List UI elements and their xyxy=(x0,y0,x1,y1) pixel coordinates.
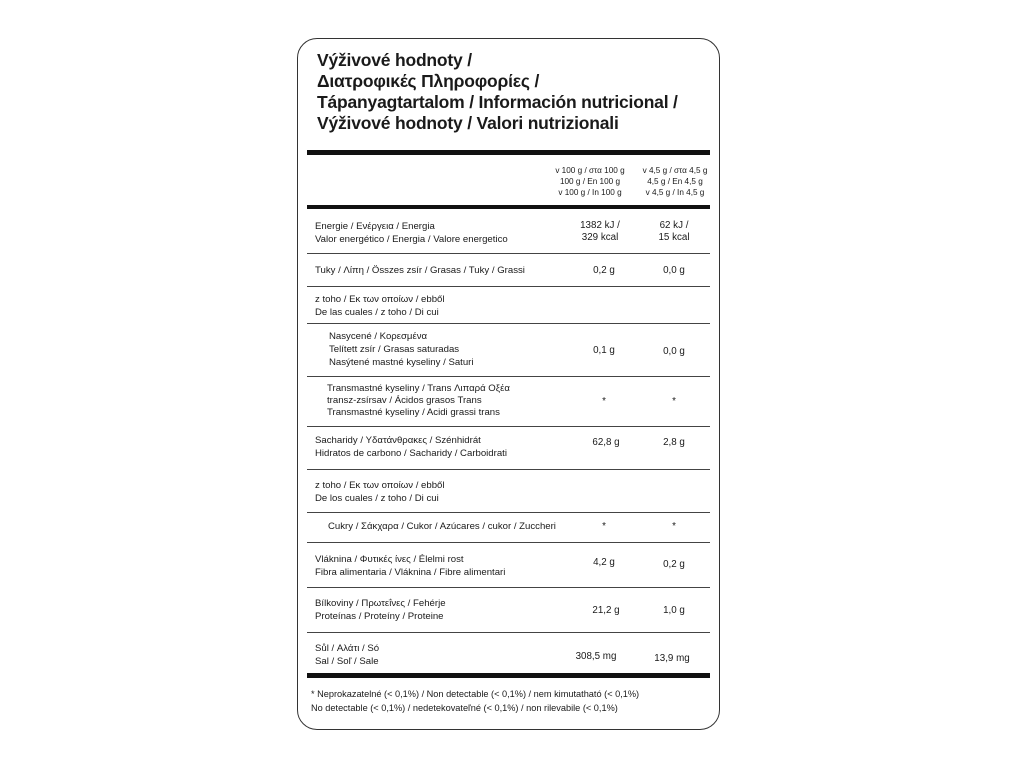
row-fat-per-4-5g: 0,0 g xyxy=(663,265,685,276)
value-line: 62 kJ / xyxy=(659,220,689,231)
row-label-line: Sal / Soľ / Sale xyxy=(315,656,379,667)
row-label-line: Proteínas / Proteíny / Proteine xyxy=(315,611,444,622)
header-line: v 4,5 g / In 4,5 g xyxy=(645,188,705,197)
row-label-line: Telített zsír / Grasas saturadas xyxy=(329,344,460,355)
row-energy-per-100g xyxy=(560,220,640,244)
row-divider xyxy=(307,512,710,513)
row-salt-label xyxy=(315,642,379,668)
row-salt-per-100g: 308,5 mg xyxy=(575,651,617,662)
row-label-line: z toho / Εκ των οποίων / ebből xyxy=(315,480,445,491)
row-carbs-per-4-5g: 2,8 g xyxy=(663,437,685,448)
header-line: 100 g / En 100 g xyxy=(559,177,621,186)
row-divider xyxy=(307,587,710,588)
row-saturates-label xyxy=(329,330,474,369)
row-of-which-label xyxy=(315,479,445,505)
row-label-line: Fibra alimentaria / Vláknina / Fibre alimentari xyxy=(315,567,506,578)
row-label-line: Cukry / Σάκχαρα / Cukor / Azúcares / cukor / Zuccheri xyxy=(328,521,556,532)
row-sugars-per-4-5g: * xyxy=(672,521,676,532)
row-divider xyxy=(307,323,710,324)
title-line: Výživové hodnoty / Valori nutrizionali xyxy=(317,113,619,133)
value-line: 1382 kJ / xyxy=(580,220,620,231)
row-protein-label xyxy=(315,597,446,623)
row-label-line: Sacharidy / Υδατάνθρακες / Szénhidrát xyxy=(315,435,481,446)
header-line: v 100 g / In 100 g xyxy=(558,188,622,197)
row-label-line: Tuky / Λίπη / Összes zsír / Grasas / Tuky / Grassi xyxy=(315,265,525,276)
row-trans-per-4-5g: * xyxy=(672,396,676,407)
row-label-line: Sůl / Αλάτι / Só xyxy=(315,643,380,654)
title-line: Tápanyagtartalom / Información nutricional / xyxy=(317,92,678,112)
row-fibre-label xyxy=(315,553,505,579)
row-label-line: z toho / Εκ των οποίων / ebből xyxy=(315,294,445,305)
row-label-line: Bílkoviny / Πρωτεΐνες / Fehérje xyxy=(315,598,446,609)
row-label-line: De las cuales / z toho / Di cui xyxy=(315,307,439,318)
value-line: 15 kcal xyxy=(658,232,690,243)
header-line: v 100 g / στα 100 g xyxy=(555,166,625,175)
row-label-line: De los cuales / z toho / Di cui xyxy=(315,493,439,504)
row-sugars-per-100g: * xyxy=(602,521,606,532)
header-divider xyxy=(307,205,710,209)
row-sugars-label xyxy=(328,520,556,533)
row-divider xyxy=(307,632,710,633)
row-trans-per-100g: * xyxy=(602,396,606,407)
row-label-line: Valor energético / Energia / Valore energetico xyxy=(315,234,508,245)
header-per-4-5g xyxy=(638,165,712,198)
footnote xyxy=(311,687,639,715)
value-line: 329 kcal xyxy=(581,232,619,243)
row-saturates-per-100g: 0,1 g xyxy=(593,345,615,356)
header-line: v 4,5 g / στα 4,5 g xyxy=(642,166,708,175)
row-divider xyxy=(307,469,710,470)
row-fibre-per-4-5g: 0,2 g xyxy=(663,559,685,570)
row-divider xyxy=(307,542,710,543)
header-line: 4,5 g / En 4,5 g xyxy=(647,177,703,186)
row-fibre-per-100g: 4,2 g xyxy=(593,557,615,568)
row-fat-per-100g: 0,2 g xyxy=(593,265,615,276)
row-energy-per-4-5g xyxy=(634,220,714,244)
row-divider xyxy=(307,426,710,427)
row-label-line: Transmastné kyseliny / Trans Λιπαρά Οξέα xyxy=(327,383,510,394)
table-bottom-divider xyxy=(307,673,710,678)
header-per-100g xyxy=(550,165,630,198)
row-energy-label xyxy=(315,220,508,246)
row-protein-per-4-5g: 1,0 g xyxy=(663,605,685,616)
row-protein-per-100g: 21,2 g xyxy=(592,605,620,616)
title-line: Διατροφικές Πληροφορίες / xyxy=(317,71,540,91)
label-title xyxy=(317,50,678,134)
row-label-line: Nasýtené mastné kyseliny / Saturi xyxy=(329,357,474,368)
row-divider xyxy=(307,286,710,287)
footnote-line: * Neprokazatelné (< 0,1%) / Non detectable (< 0,1%) / nem kimutatható (< 0,1%) xyxy=(311,689,640,699)
title-line: Výživové hodnoty / xyxy=(317,50,472,70)
row-label-line: Nasycené / Κορεσμένα xyxy=(329,331,428,342)
title-divider xyxy=(307,150,710,155)
row-of-which-label xyxy=(315,293,445,319)
row-label-line: Vláknina / Φυτικές ίνες / Élelmi rost xyxy=(315,554,464,565)
row-divider xyxy=(307,253,710,254)
row-label-line: transz-zsírsav / Ácidos grasos Trans xyxy=(327,395,482,406)
row-label-line: Hidratos de carbono / Sacharidy / Carboidrati xyxy=(315,448,507,459)
row-trans-label xyxy=(327,383,510,419)
row-salt-per-4-5g: 13,9 mg xyxy=(654,653,690,664)
row-divider xyxy=(307,376,710,377)
row-label-line: Transmastné kyseliny / Acidi grassi trans xyxy=(327,407,500,418)
footnote-line: No detectable (< 0,1%) / nedetekovateľné (< 0,1%) / non rilevabile (< 0,1%) xyxy=(311,703,618,713)
row-label-line: Energie / Ενέργεια / Energia xyxy=(315,221,435,232)
row-carbs-per-100g: 62,8 g xyxy=(592,437,620,448)
nutrition-label-card xyxy=(297,38,720,730)
row-carbs-label xyxy=(315,434,507,460)
row-saturates-per-4-5g: 0,0 g xyxy=(663,346,685,357)
row-fat-label xyxy=(315,264,525,277)
